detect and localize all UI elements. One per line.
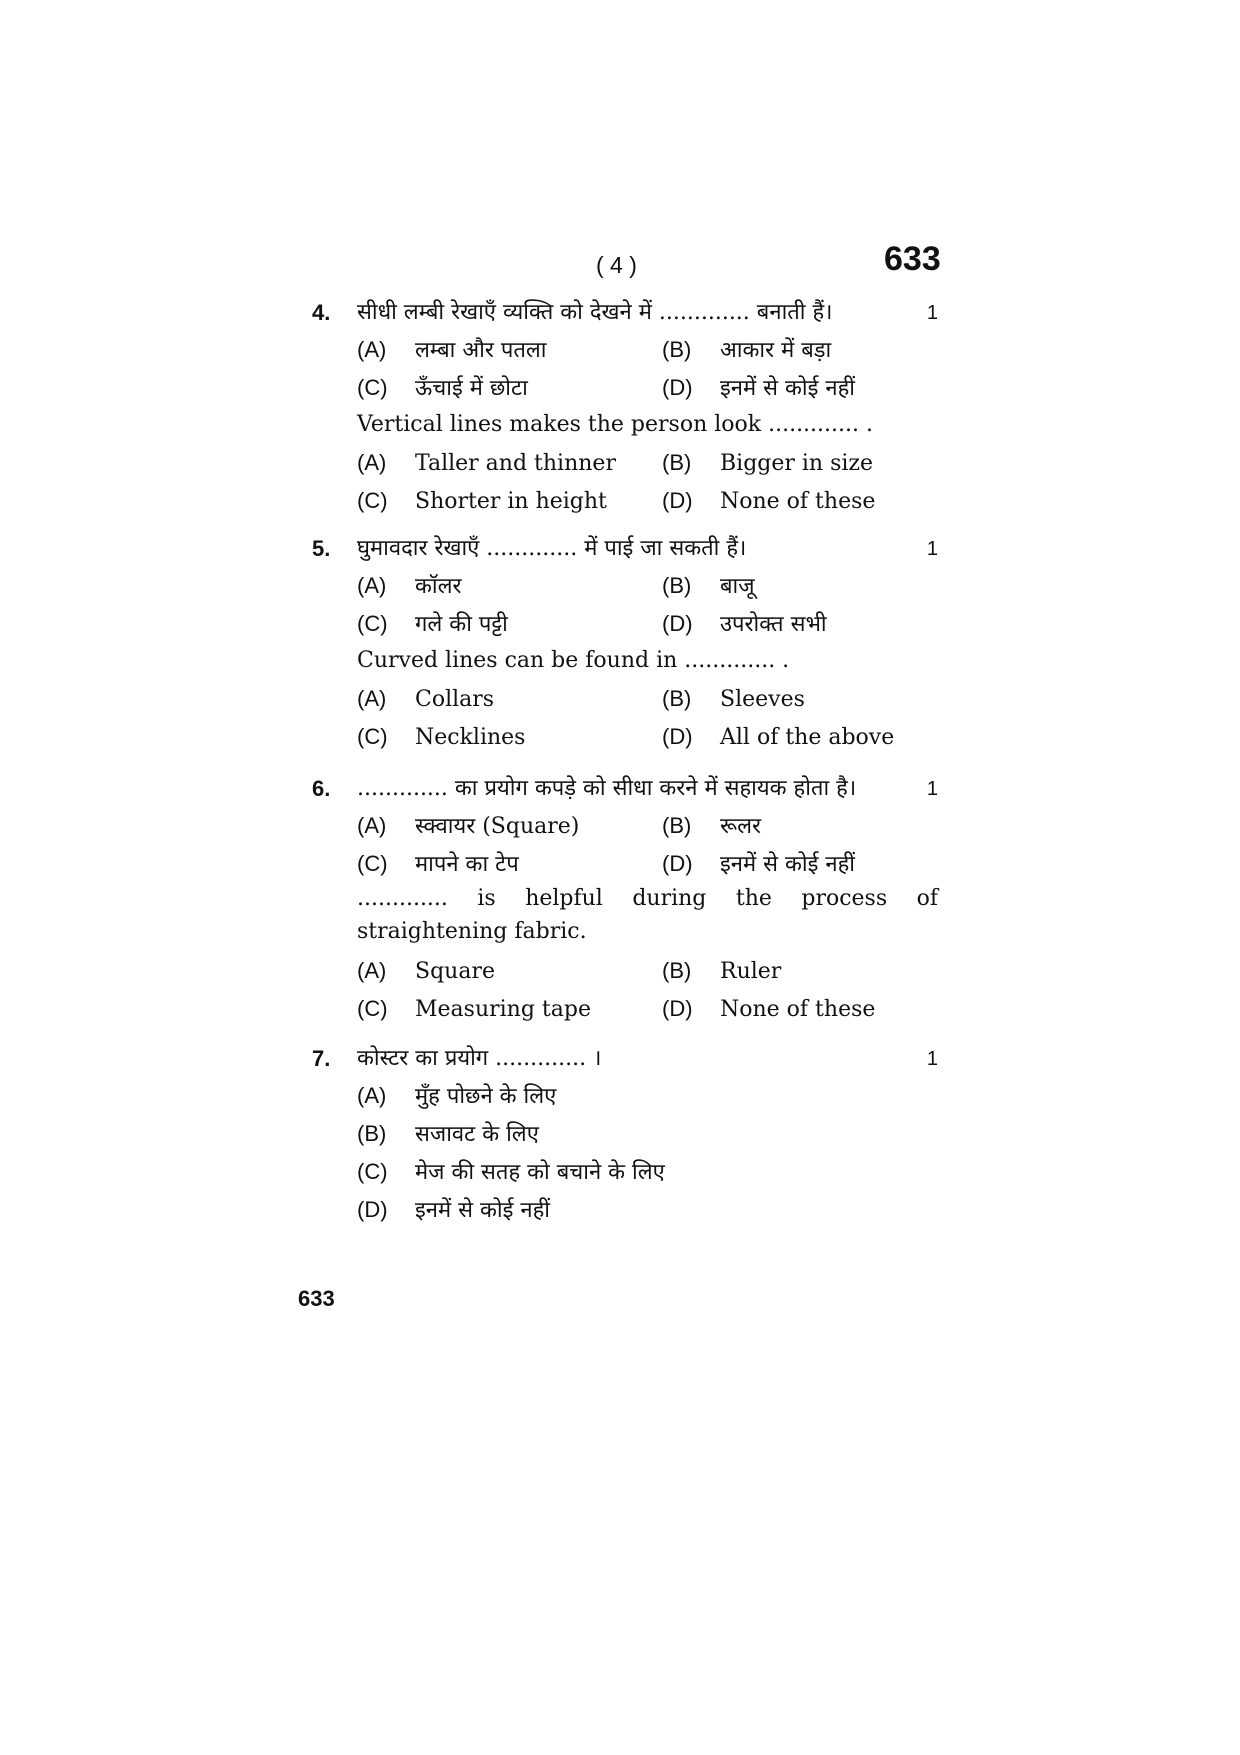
hindi-question-text: घुमावदार रेखाएँ ............. में पाई जा सकती हैं।	[357, 536, 747, 561]
english-option-d: (D) None of these	[662, 996, 876, 1022]
hindi-option-d: (D) इनमें से कोई नहीं	[357, 1197, 551, 1223]
hindi-option-c: (C) मेज की सतह को बचाने के लिए	[357, 1159, 665, 1185]
hindi-option-c: (C) ऊँचाई में छोटा	[357, 375, 528, 401]
hindi-option-a: (A) स्क्वायर (Square)	[357, 813, 580, 839]
question-number: 5.	[312, 536, 331, 561]
hindi-option-c: (C) मापने का टेप	[357, 851, 519, 877]
english-option-b: (B) Sleeves	[662, 686, 805, 712]
question-number: 6.	[312, 776, 331, 801]
hindi-option-a: (A) लम्बा और पतला	[357, 337, 547, 363]
english-question-text: Curved lines can be found in ............. .	[357, 648, 790, 673]
marks: 1	[926, 1048, 938, 1070]
question-number: 7.	[312, 1046, 331, 1071]
english-option-b: (B) Ruler	[662, 958, 782, 984]
hindi-option-d: (D) इनमें से कोई नहीं	[662, 851, 856, 877]
hindi-option-b: (B) रूलर	[662, 813, 762, 839]
hindi-option-a: (A) मुँह पोछने के लिए	[357, 1083, 557, 1109]
english-option-c: (C) Necklines	[357, 724, 526, 750]
english-option-c: (C) Shorter in height	[357, 488, 607, 514]
hindi-question-text: कोस्टर का प्रयोग ............. ।	[357, 1046, 602, 1071]
hindi-option-d: (D) इनमें से कोई नहीं	[662, 375, 856, 401]
english-option-a: (A) Square	[357, 958, 495, 984]
question-number: 4.	[312, 300, 331, 325]
paper-code-footer: 633	[298, 1286, 335, 1311]
english-option-a: (A) Collars	[357, 686, 495, 712]
page-number: ( 4 )	[596, 252, 637, 278]
english-option-d: (D) None of these	[662, 488, 876, 514]
english-question-text: ............. is helpful during the process of straightening fabric.	[357, 886, 938, 944]
english-option-d: (D) All of the above	[662, 724, 895, 750]
marks: 1	[926, 778, 938, 800]
hindi-question-text: ............. का प्रयोग कपड़े को सीधा करने में सहायक होता है।	[357, 776, 857, 801]
marks: 1	[926, 538, 938, 560]
english-question-text: Vertical lines makes the person look ............. .	[357, 412, 873, 437]
hindi-option-b: (B) बाजू	[662, 573, 755, 599]
english-option-c: (C) Measuring tape	[357, 996, 591, 1022]
paper-code-header: 633	[884, 240, 941, 278]
hindi-option-a: (A) कॉलर	[357, 573, 462, 599]
marks: 1	[926, 302, 938, 324]
hindi-option-b: (B) सजावट के लिए	[357, 1121, 539, 1147]
english-option-b: (B) Bigger in size	[662, 450, 874, 476]
hindi-option-c: (C) गले की पट्टी	[357, 611, 508, 637]
hindi-question-text: सीधी लम्बी रेखाएँ व्यक्ति को देखने में ............. बनाती हैं।	[357, 300, 833, 325]
english-option-a: (A) Taller and thinner	[357, 450, 616, 476]
hindi-option-d: (D) उपरोक्त सभी	[662, 611, 827, 637]
hindi-option-b: (B) आकार में बड़ा	[662, 337, 832, 363]
